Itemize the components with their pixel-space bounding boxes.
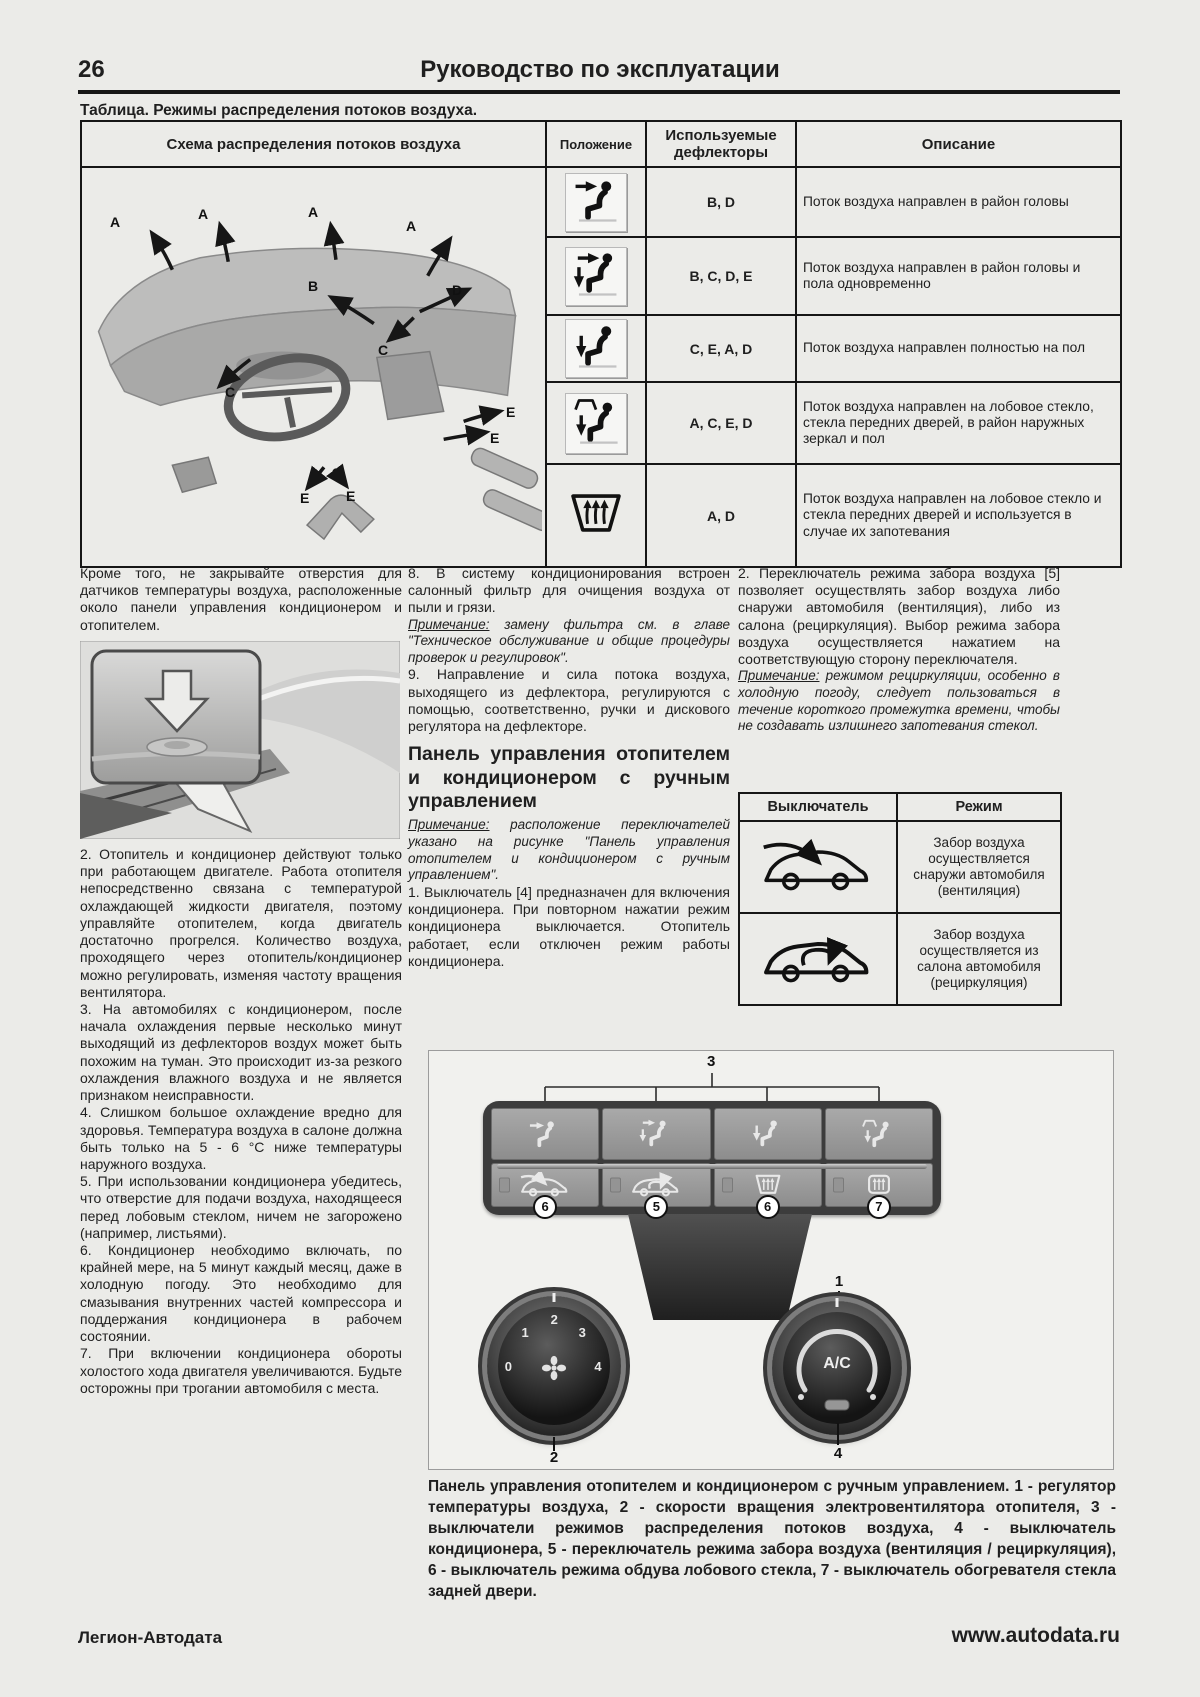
note-body: расположение переключателей указано на рисунке "Панель управления отопителем и кондиционером с ручным управлением".: [408, 817, 730, 883]
right-column: [738, 565, 1060, 735]
bilevel-mode-button: [602, 1108, 710, 1160]
scheme-letter: E: [300, 490, 310, 506]
scheme-letter: A: [198, 206, 209, 222]
airflow-defrost-icon: [567, 523, 625, 540]
column-header-mode: Режим: [897, 793, 1061, 821]
button-number-badge: 7: [867, 1195, 891, 1219]
scheme-letter: A: [308, 204, 319, 220]
note-label: Примечание:: [408, 616, 490, 632]
floor-mode-button: [714, 1108, 822, 1160]
fan-mark-2: 2: [550, 1311, 558, 1327]
description-text: Поток воздуха направлен на лобовое стекло, стекла передних дверей, в район наружных зеркал и пол: [796, 382, 1121, 464]
column-header-scheme: Схема распределения потоков воздуха: [81, 121, 546, 167]
knob-face: [498, 1307, 610, 1425]
indicator-lamp: [499, 1178, 510, 1193]
fan-knob-number: 2: [549, 1449, 559, 1466]
header-rule: [78, 90, 1120, 94]
airflow-floor-defrost-icon: [565, 393, 627, 454]
scheme-letter: B: [308, 278, 319, 294]
fan-mark-3: 3: [578, 1324, 586, 1340]
fan-mark-4: 4: [594, 1358, 602, 1374]
deflectors-value: C, E, A, D: [646, 315, 796, 382]
scheme-letter: E: [506, 404, 516, 420]
note-label: Примечание:: [408, 817, 490, 833]
temp-knob-bottom-number: 4: [833, 1445, 843, 1462]
deflectors-value: A, C, E, D: [646, 382, 796, 464]
list-item: 2. Переключатель режима забора воздуха [5] позволяет осуществлять забор воздуха либо снаружи автомобиля (вентиляция), либо из салона (рециркуляция). Выбор режима забора воздуха осуществляется нажатием на соответствующую сторону переключателя.: [738, 565, 1060, 668]
middle-column: [408, 565, 730, 970]
pointer-line-4: [837, 1423, 839, 1445]
mode-description: Забор воздуха осуществляется из салона автомобиля (рециркуляция): [897, 913, 1061, 1005]
control-panel-figure: [428, 1050, 1114, 1470]
button-number-badge: 6: [756, 1195, 780, 1219]
airflow-face-icon: [565, 173, 627, 232]
note-label: Примечание:: [738, 668, 820, 684]
mode-description: Забор воздуха осуществляется снаружи автомобиля (вентиляция): [897, 821, 1061, 913]
description-text: Поток воздуха направлен полностью на пол: [796, 315, 1121, 382]
scheme-letter: C: [225, 384, 236, 400]
fresh-air-car-icon: [739, 821, 897, 913]
airflow-bilevel-icon: [565, 247, 627, 306]
floor-defrost-mode-button: [825, 1108, 933, 1160]
description-text: Поток воздуха направлен на лобовое стекло и стекла передних дверей и используется в случае их запотевания: [796, 464, 1121, 567]
note-body: замену фильтра см. в главе "Техническое обслуживание и общие процедуры проверок и регулировок".: [408, 616, 730, 665]
fresh-air-button: [491, 1163, 599, 1214]
airflow-scheme-illustration: [82, 170, 545, 564]
deflectors-value: B, D: [646, 167, 796, 237]
website-url: www.autodata.ru: [951, 1624, 1120, 1647]
deflectors-value: B, C, D, E: [646, 237, 796, 315]
list-item: 1. Выключатель [4] предназначен для включения кондиционера. При повторном нажатии режим кондиционера выключается. Отопитель работает, если отключен режим работы кондиционера.: [408, 883, 730, 969]
front-defrost-button: [714, 1163, 822, 1214]
column-header-position: Положение: [546, 121, 646, 167]
temperature-sensor-illustration: [80, 641, 400, 839]
airflow-floor-icon: [565, 319, 627, 378]
indicator-lamp: [833, 1178, 844, 1193]
knob-tick: [553, 1293, 556, 1302]
intro-paragraph: Кроме того, не закрывайте отверстия для датчиков температуры воздуха, расположенные около панели управления кондиционером и отопителем.: [80, 565, 402, 633]
switch-panel: [483, 1101, 941, 1215]
list-item: 6. Кондиционер необходимо включать, по крайней мере, на 5 минут каждый месяц, даже в холодную погоду. Это необходимо для смазывания внутренних частей компрессора и поддержания кондиционера в рабочем состоянии.: [80, 1242, 402, 1345]
button-number-badge: 5: [644, 1195, 668, 1219]
page-number: 26: [78, 56, 105, 83]
column-header-deflectors: Используемые дефлекторы: [646, 121, 796, 167]
scheme-letter: A: [406, 218, 417, 234]
airflow-modes-table: [80, 120, 1122, 568]
recirculation-car-icon: [739, 913, 897, 1005]
scheme-letter: D: [452, 282, 463, 298]
left-column-items: [80, 846, 402, 1397]
recirculation-button: [602, 1163, 710, 1214]
list-item: 2. Отопитель и кондиционер действуют только при работающем двигателе. Работа отопителя непосредственно связана с температурой охлаждающей жидкости двигателя, поэтому управляйте отопителем, когда двигатель достаточно прогрелся. Количество воздуха, проходящего через отопитель/кондиционер можно регулировать, изменяя частоту вращения вентилятора.: [80, 846, 402, 1000]
intake-mode-table: [738, 792, 1062, 1006]
description-text: Поток воздуха направлен в район головы и пола одновременно: [796, 237, 1121, 315]
ac-button: [825, 1400, 849, 1410]
note-paragraph: [738, 668, 1060, 734]
ac-label: A/C: [823, 1354, 851, 1372]
note-paragraph: [408, 617, 730, 667]
fan-speed-knob: [487, 1296, 621, 1436]
rear-defrost-button: [825, 1163, 933, 1214]
left-column: [80, 565, 402, 634]
publisher-name: Легион-Автодата: [78, 1628, 223, 1647]
note-body: режимом рециркуляции, особенно в холодную погоду, следует пользоваться в течение короткого промежутка времени, чтобы не создавать излишнего запотевания стекол.: [738, 668, 1060, 734]
section-heading: Панель управления отопителем и кондиционером с ручным управлением: [408, 743, 730, 813]
dashboard-scheme-drawing: [82, 170, 542, 559]
list-item: 8. В систему кондиционирования встроен салонный фильтр для очищения воздуха от пыли и грязи.: [408, 565, 730, 616]
face-mode-button: [491, 1108, 599, 1160]
panel-groove: [497, 1164, 927, 1169]
scheme-letter: C: [378, 342, 389, 358]
list-item: 4. Слишком большое охлаждение вредно для здоровья. Температура воздуха в салоне должна быть только на 5 - 6 °C ниже температуры наружного воздуха.: [80, 1104, 402, 1172]
page-title: Руководство по эксплуатации: [420, 56, 780, 83]
knob-face: [783, 1312, 891, 1424]
callout-number-3: 3: [707, 1053, 716, 1070]
indicator-lamp: [610, 1178, 621, 1193]
column-header-switch: Выключатель: [739, 793, 897, 821]
list-item: 9. Направление и сила потока воздуха, выходящего из дефлектора, регулируются с помощью, соответственно, ручки и дискового регулятора на дефлекторе.: [408, 666, 730, 735]
fan-icon: [541, 1355, 567, 1381]
figure-caption: Панель управления отопителем и кондиционером с ручным управлением. 1 - регулятор температуры воздуха, 2 - скорости вращения электровентилятора отопителя, 3 - выключатели режимов распределения потоков воздуха, 4 - выключатель кондиционера, 5 - переключатель режима забора воздуха (вентиляция / рециркуляция), 6 - выключатель режима обдува лобового стекла, 7 - выключатель обогревателя стекла задней двери.: [428, 1478, 1116, 1600]
scheme-letter: A: [110, 214, 121, 230]
list-item: 5. При использовании кондиционера убедитесь, что отверстие для подачи воздуха, находящееся перед лобовым стеклом, ничем не загорожено (например, листьями).: [80, 1173, 402, 1241]
fan-mark-0: 0: [504, 1358, 512, 1374]
list-item: 3. На автомобилях с кондиционером, после начала охлаждения первые несколько минут выходящий из дефлекторов воздух может быть похожим на туман. Это происходит из-за резкого охлаждения влажного воздуха и не является признаком неисправности.: [80, 1000, 402, 1104]
temp-knob-top-number: 1: [834, 1273, 844, 1290]
list-item: 7. При включении кондиционера обороты холостого хода двигателя увеличиваются. Будьте осторожны при трогании автомобиля с места.: [80, 1345, 402, 1396]
column-header-description: Описание: [796, 121, 1121, 167]
description-text: Поток воздуха направлен в район головы: [796, 167, 1121, 237]
knob-tick: [836, 1298, 839, 1307]
temperature-knob: [772, 1301, 902, 1435]
fan-mark-1: 1: [521, 1324, 529, 1340]
table-caption: Таблица. Режимы распределения потоков воздуха.: [80, 102, 478, 119]
note-paragraph: [408, 817, 730, 883]
deflectors-value: A, D: [646, 464, 796, 567]
button-number-badge: 6: [533, 1195, 557, 1219]
scheme-letter: E: [490, 430, 500, 446]
scheme-letter: E: [346, 488, 356, 504]
panel-housing: [605, 1214, 835, 1320]
indicator-lamp: [722, 1178, 733, 1193]
